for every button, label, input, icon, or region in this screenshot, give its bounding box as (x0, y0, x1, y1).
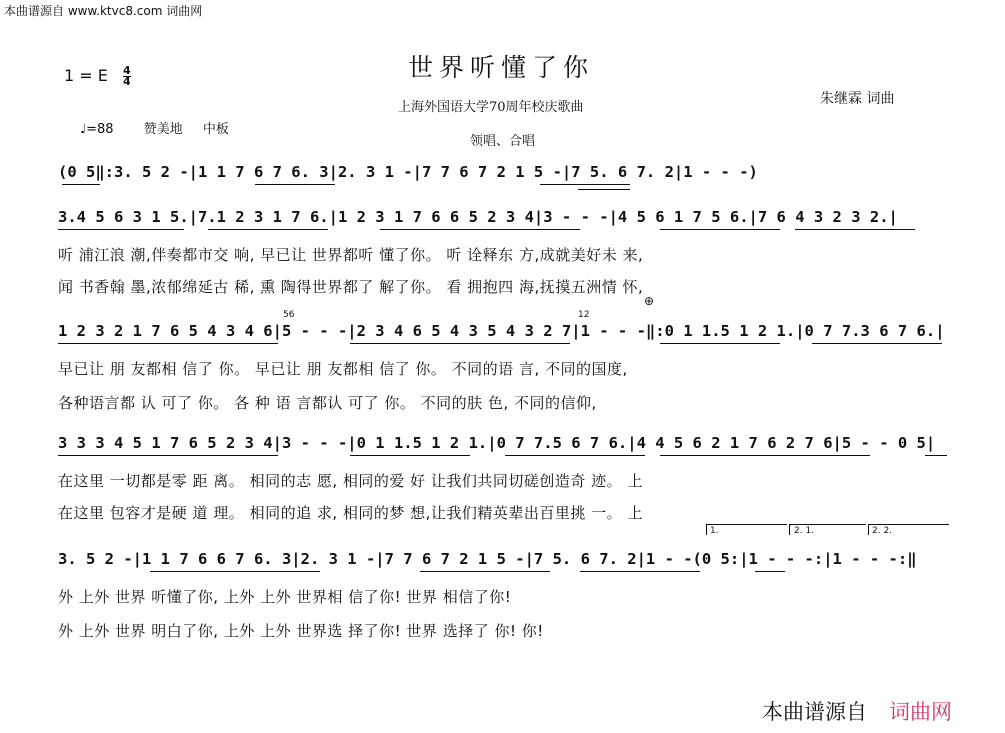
score-row-2: 3.4 5 6 3 1 5.|7.1 2 3 1 7 6.|1 2 3 1 7 6 6 5 2 3 4|3 - - -|4 5 6 1 7 5 6.|7 6 4 3 2 3 2.| (58, 208, 898, 226)
lyric-row-5-verse-2: 外 上外 世界 明白了你, 上外 上外 世界选 择了你! 世界 选择了 你! 你! (58, 622, 544, 640)
time-bottom: 4 (122, 75, 131, 88)
lyric-row-3-verse-2: 各种语言都 认 可了 你。 各 种 语 言都认 可了 你。 不同的肤 色, 不同的信仰, (58, 394, 597, 412)
key-label: 1 = E (64, 66, 108, 85)
composer-credit: 朱继霖 词曲 (820, 91, 895, 107)
tempo-value: ♩=88 (80, 122, 114, 137)
score-row-3: 1 2 3 2 1 7 6 5 4 3 4 6|5 - - -|2 3 4 6 5 4 3 5 4 3 2 7|1 - - -‖:0 1 1.5 1 2 1.|0 7 7.3 6 7 6.| (58, 322, 945, 340)
lyric-row-2-verse-1: 听 浦江浪 潮,伴奏都市交 响, 早已让 世界都听 懂了你。 听 诠释东 方,成就美好未 来, (58, 246, 644, 264)
song-subtitle: 上海外国语大学70周年校庆歌曲 (398, 100, 584, 115)
lyric-row-4-verse-2: 在这里 包容才是硬 道 理。 相同的追 求, 相同的梦 想,让我们精英辈出百里挑 一。 上 (58, 504, 643, 522)
time-signature (123, 66, 131, 87)
lyric-row-2-verse-2: 闻 书香翰 墨,浓郁绵延古 稀, 熏 陶得世界都了 解了你。 看 拥抱四 海,抚摸五洲情 怀, (58, 278, 644, 296)
tempo-marking (80, 118, 229, 137)
score-row-5: 3. 5 2 -|1 1 7 6 6 7 6. 3|2. 3 1 -|7 7 6 7 2 1 5 -|7 5. 6 7. 2|1 - -(0 5:|1 - - -:|1 - - -:‖ (58, 550, 917, 568)
footer-brand-text: 本曲谱源自 (762, 700, 867, 724)
song-title: 世界听懂了你 (408, 53, 595, 82)
key-signature (64, 66, 131, 87)
tempo-word: 中板 (202, 122, 229, 137)
measure-mark-12: 12 (578, 310, 590, 320)
volta-2: 2. 1. (794, 526, 815, 536)
footer-brand-link[interactable]: 词曲网 (889, 700, 952, 724)
lyric-row-5-verse-1: 外 上外 世界 听懂了你, 上外 上外 世界相 信了你! 世界 相信了你! (58, 588, 512, 606)
measure-mark-56: 56 (283, 310, 295, 320)
lyric-row-3-verse-1: 早已让 朋 友都相 信了 你。 早已让 朋 友都相 信了 你。 不同的语 言, 不同的国度, (58, 360, 628, 378)
volta-1: 1. (710, 526, 719, 536)
source-watermark: 本曲谱源自 www.ktvc8.com 词曲网 (4, 4, 203, 18)
time-top: 4 (122, 64, 131, 77)
volta-3: 2. 2. (872, 526, 893, 536)
lyric-row-4-verse-1: 在这里 一切都是零 距 离。 相同的志 愿, 相同的爱 好 让我们共同切磋创造奇 迹。 上 (58, 472, 643, 490)
score-row-1: (0 5‖:3. 5 2 -|1 1 7 6 7 6. 3|2. 3 1 -|7 7 6 7 2 1 5 -|7 5. 6 7. 2|1 - - -) (58, 163, 758, 181)
footer-brand (762, 696, 952, 726)
expression-mark: 赞美地 (143, 122, 183, 137)
coda-sign-icon: ⊕ (644, 294, 655, 308)
voice-parts: 领唱、合唱 (470, 134, 536, 149)
score-row-4: 3 3 3 4 5 1 7 6 5 2 3 4|3 - - -|0 1 1.5 1 2 1.|0 7 7.5 6 7 6.|4 4 5 6 2 1 7 6 2 7 6|5 - - 0 5| (58, 434, 936, 452)
